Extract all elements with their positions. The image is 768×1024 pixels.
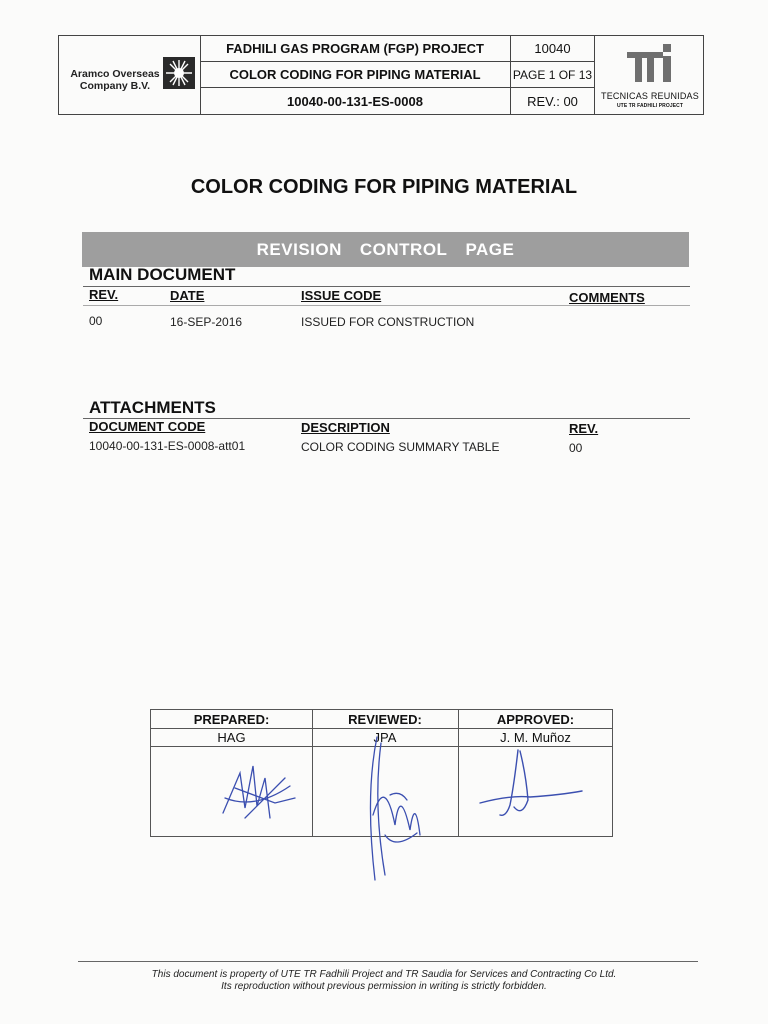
prepared-name: HAG <box>217 730 246 745</box>
table-cell: 00 <box>569 441 583 455</box>
document-title: COLOR CODING FOR PIPING MATERIAL <box>229 67 481 82</box>
company-name: Aramco Overseas Company B.V. <box>70 68 160 92</box>
table-cell: COLOR CODING SUMMARY TABLE <box>301 440 500 454</box>
signature-prepared <box>215 758 305 828</box>
banner-word: REVISION <box>256 239 342 259</box>
column-header-document-code: DOCUMENT CODE <box>89 419 206 434</box>
project-code: 10040 <box>534 41 571 56</box>
reviewed-name: JPA <box>373 730 397 745</box>
banner-word: CONTROL <box>359 239 448 259</box>
page-title: COLOR CODING FOR PIPING MATERIAL <box>190 176 578 198</box>
table-cell: 10040-00-131-ES-0008-att01 <box>89 439 246 453</box>
signature-approved <box>470 745 590 825</box>
footer-line-1: This document is property of UTE TR Fadhili Project and TR Saudia for Services and Contracting Co Ltd. <box>151 969 617 980</box>
footer-divider <box>78 961 698 962</box>
aramco-emblem-icon <box>163 57 195 89</box>
column-header-description: DESCRIPTION <box>301 420 390 435</box>
logo-subcaption: UTE TR FADHILI PROJECT <box>616 103 684 109</box>
main-document-heading: MAIN DOCUMENT <box>89 265 236 284</box>
tecnicas-reunidas-logo <box>595 36 705 115</box>
column-header-comments: COMMENTS <box>569 290 645 305</box>
company-logo <box>63 44 197 104</box>
banner-word: PAGE <box>465 239 515 259</box>
column-header-rev: REV. <box>89 287 119 302</box>
prepared-label: PREPARED: <box>193 712 270 727</box>
signature-reviewed <box>355 735 435 885</box>
divider <box>83 286 690 287</box>
attachments-heading: ATTACHMENTS <box>89 398 216 417</box>
page-number: PAGE 1 OF 13 <box>512 67 593 82</box>
table-cell: ISSUED FOR CONSTRUCTION <box>301 315 475 329</box>
footer-line-2: Its reproduction without previous permission in writing is strictly forbidden. <box>221 981 547 992</box>
column-header-date: DATE <box>170 288 205 303</box>
logo-caption: TECNICAS REUNIDAS <box>601 91 699 101</box>
revision-number: REV.: 00 <box>527 94 578 109</box>
approved-name: J. M. Muñoz <box>500 730 571 745</box>
document-header <box>58 35 704 115</box>
divider <box>83 305 690 306</box>
approved-label: APPROVED: <box>496 712 575 727</box>
document-number: 10040-00-131-ES-0008 <box>287 94 423 109</box>
table-cell: 00 <box>89 314 103 328</box>
table-cell: 16-SEP-2016 <box>170 315 243 329</box>
reviewed-label: REVIEWED: <box>348 712 422 727</box>
column-header-rev: REV. <box>569 421 599 436</box>
revision-control-banner <box>82 232 689 267</box>
project-name: FADHILI GAS PROGRAM (FGP) PROJECT <box>226 41 484 56</box>
column-header-issue-code: ISSUE CODE <box>301 288 382 303</box>
tr-logo-icon <box>625 42 675 88</box>
